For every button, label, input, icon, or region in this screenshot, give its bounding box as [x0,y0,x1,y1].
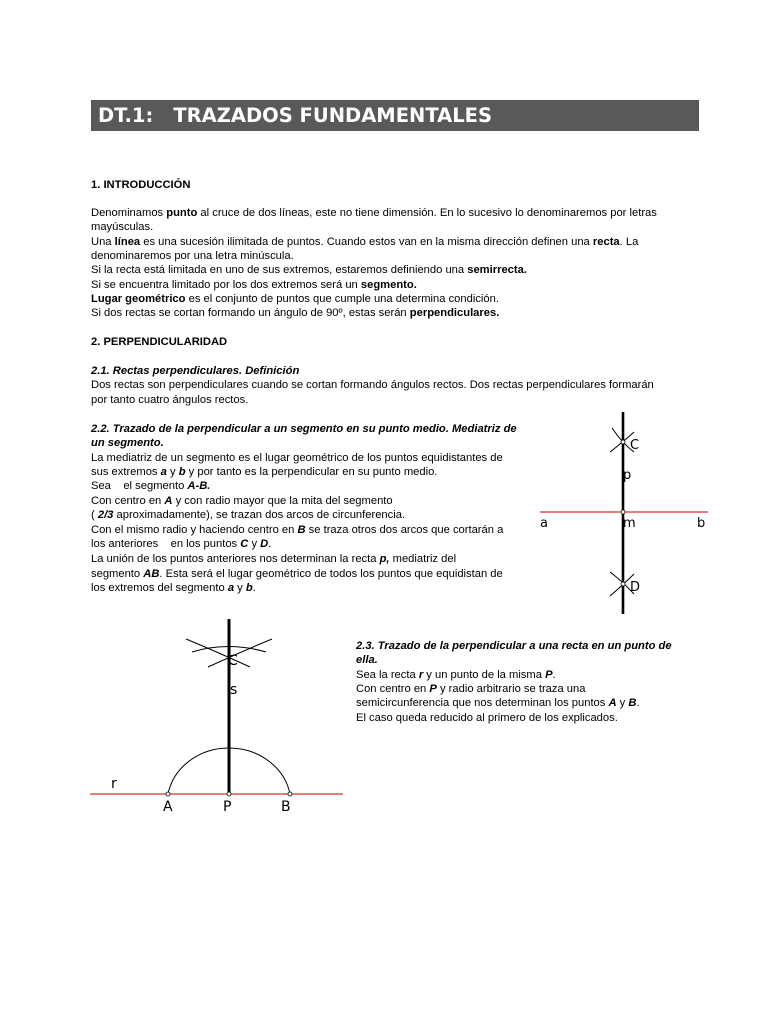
section-2-3-line-1: Sea la recta r y un punto de la misma P. [356,669,556,681]
section-2-3-title-2: ella. [356,654,378,666]
point-a [166,792,170,796]
title-text: TRAZADOS FUNDAMENTALES [173,104,493,127]
intro-line-6: Si se encuentra limitado por los dos extremos será un segmento. [91,279,417,291]
page-title-bar [91,100,699,131]
section-2-3-line-3: semicircunferencia que nos determinan los puntos A y B. [356,697,640,709]
point-m [621,510,625,514]
label-a: A [163,799,173,815]
intro-line-2: mayúsculas. [91,221,154,233]
section-2-3-line-4: El caso queda reducido al primero de los explicados. [356,712,618,724]
label-p: P [223,799,232,815]
section-2-1-line-2: por tanto cuatro ángulos rectos. [91,394,249,406]
section-2-2-line-9: segmento AB. Esta será el lugar geométrico de todos los puntos que equidistan de [91,568,503,580]
intro-line-7: Lugar geométrico es el conjunto de puntos que cumple una determina condición. [91,293,499,305]
label-c: C [228,653,238,669]
section-2-2-title-2: un segmento. [91,437,164,449]
label-d: D [630,580,641,595]
section-2-2-line-7: los anteriores en los puntos C y D. [91,538,272,550]
point-d [621,582,625,586]
intro-line-1: Denominamos punto al cruce de dos líneas, este no tiene dimensión. En lo sucesivo lo denominaremos por letras [91,207,657,219]
point-c [621,440,625,444]
section-2-3-line-2: Con centro en P y radio arbitrario se traza una [356,683,586,695]
label-a: a [540,516,548,531]
label-b: b [697,516,706,531]
section-2-1-line-1: Dos rectas son perpendiculares cuando se cortan formando ángulos rectos. Dos rectas perpendiculares formarán [91,379,654,391]
label-s: s [230,682,238,698]
intro-line-8: Si dos rectas se cortan formando un ángulo de 90º, estas serán perpendiculares. [91,307,500,319]
intro-line-5: Si la recta está limitada en uno de sus extremos, estaremos definiendo una semirrecta. [91,264,527,276]
section-2-2-line-5: ( 2/3 aproximadamente), se trazan dos arcos de circunferencia. [91,509,406,521]
label-p: p [623,468,632,483]
perpendicular-at-point-figure [90,615,350,820]
section-2-2-line-1: La mediatriz de un segmento es el lugar geométrico de los puntos equidistantes de [91,452,503,464]
perp-heading: 2. PERPENDICULARIDAD [91,336,228,348]
section-2-2-line-8: La unión de los puntos anteriores nos determinan la recta p, mediatriz del [91,553,457,565]
label-b: B [281,799,291,815]
point-p [227,792,231,796]
section-2-1-title: 2.1. Rectas perpendiculares. Definición [91,365,300,377]
section-2-2-line-6: Con el mismo radio y haciendo centro en B se traza otros dos arcos que cortarán a [91,524,504,536]
mediatriz-figure [530,408,720,618]
label-m: m [623,516,636,531]
section-2-3-title-1: 2.3. Trazado de la perpendicular a una recta en un punto de [356,640,672,652]
intro-heading: 1. INTRODUCCIÓN [91,179,191,191]
section-2-2-line-2: sus extremos a y b y por tanto es la perpendicular en su punto medio. [91,466,438,478]
point-b [288,792,292,796]
intro-line-3: Una línea es una sucesión ilimitada de puntos. Cuando estos van en la misma dirección definen una recta. La [91,236,639,248]
section-2-2-line-3: Sea el segmento A-B. [91,480,211,492]
section-2-2-title-1: 2.2. Trazado de la perpendicular a un segmento en su punto medio. Mediatriz de [91,423,517,435]
label-c: C [630,438,640,453]
intro-line-4: denominaremos por una letra minúscula. [91,250,294,262]
section-2-2-line-10: los extremos del segmento a y b. [91,582,256,594]
title-code: DT.1: [98,104,154,127]
label-r: r [111,776,117,792]
section-2-2-line-4: Con centro en A y con radio mayor que la mita del segmento [91,495,393,507]
